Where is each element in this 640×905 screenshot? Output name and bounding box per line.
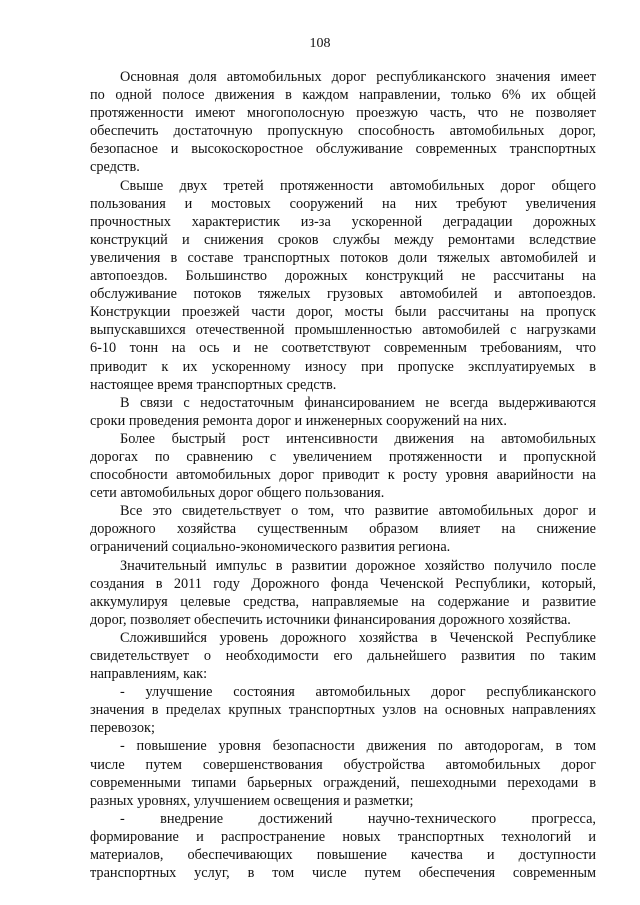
text-line: прочностных характеристик из-за ускоренной деградации дорожных <box>90 213 596 230</box>
text-line: дорог, позволяет обеспечить источники финансирования дорожного хозяйства. <box>90 611 571 628</box>
page-number: 108 <box>309 36 331 51</box>
text-line: обеспечить достаточную пропускную способность автомобильных дорог, <box>90 123 596 140</box>
text-line: сети автомобильных дорог общего пользования. <box>90 485 385 502</box>
text-line: Все это свидетельствует о том, что развитие автомобильных дорог и <box>120 503 596 520</box>
text-line: дорожного хозяйства существенным образом влияет на снижение <box>90 521 596 538</box>
text-line: выпускавшихся отечественной промышленностью автомобилей с нагрузками <box>90 322 596 339</box>
text-line: протяженности имеют многополосную проезжую часть, что не позволяет <box>90 105 596 122</box>
text-line: В связи с недостаточным финансированием не всегда выдерживаются <box>120 394 596 411</box>
text-line: автопоездов. Большинство дорожных конструкций не рассчитаны на <box>90 268 596 285</box>
text-line: создания в 2011 году Дорожного фонда Чеченской Республики, который, <box>90 575 596 592</box>
text-line: способности автомобильных дорог приводит к росту уровня аварийности на <box>90 467 596 484</box>
text-line: Значительный импульс в развитии дорожное хозяйство получило после <box>120 557 596 574</box>
text-line: материалов, обеспечивающих повышение качества и доступности <box>90 847 596 864</box>
text-line: Основная доля автомобильных дорог республиканского значения имеет <box>120 69 596 85</box>
text-line: 6-10 тонн на ось и не соответствуют современным требованиям, что <box>90 340 596 357</box>
text-line: Свыше двух третей протяженности автомобильных дорог общего <box>120 177 596 194</box>
text-line: сроки проведения ремонта дорог и инженерных сооружений на них. <box>90 412 507 429</box>
text-line: перевозок; <box>90 720 155 737</box>
body-text <box>90 68 596 882</box>
text-line: - улучшение состояния автомобильных дорог республиканского <box>120 684 596 701</box>
text-line: аккумулируя целевые средства, направляемые на содержание и развитие <box>90 593 596 610</box>
text-line: современными типами барьерных ограждений, пешеходными переходами в <box>90 774 596 791</box>
text-line: обслуживание потоков тяжелых грузовых автомобилей и автопоездов. <box>90 286 596 303</box>
text-line: разных уровнях, улучшением освещения и разметки; <box>90 792 414 809</box>
text-line: - повышение уровня безопасности движения по автодорогам, в том <box>120 738 596 755</box>
text-line: средств. <box>90 159 140 176</box>
text-line: пользования и мостовых сооружений на них требуют увеличения <box>90 195 596 212</box>
text-line: настоящее время транспортных средств. <box>90 376 337 393</box>
text-line: конструкций и снижения сроков службы между ремонтами вследствие <box>90 231 596 248</box>
text-line: числе путем совершенствования обустройства автомобильных дорог <box>90 756 596 773</box>
text-line: Более быстрый рост интенсивности движения на автомобильных <box>120 430 596 447</box>
text-line: - внедрение достижений научно-технического прогресса, <box>120 810 596 827</box>
text-line: ограничений социально-экономического развития региона. <box>90 539 451 556</box>
text-line: Конструкции проезжей части дорог, мосты были рассчитаны на пропуск <box>90 304 596 321</box>
text-line: значения в пределах крупных транспортных узлов на основных направлениях <box>90 702 596 719</box>
text-line: свидетельствует о необходимости его дальнейшего развития по таким <box>90 648 596 664</box>
text-line: транспортных услуг, в том числе путем обеспечения современным <box>90 865 596 882</box>
text-line: направлениям, как: <box>90 666 208 683</box>
text-line: формирование и распространение новых транспортных технологий и <box>90 828 596 845</box>
text-line: по одной полосе движения в каждом направлении, только 6% их общей <box>90 87 596 104</box>
text-line: приводит к их ускоренному износу при пропуске эксплуатируемых в <box>90 358 596 375</box>
text-line: безопасное и высокоскоростное обслуживание современных транспортных <box>90 141 596 158</box>
text-line: дорогах по сравнению с увеличением протяженности и пропускной <box>90 448 596 465</box>
text-line: Сложившийся уровень дорожного хозяйства в Чеченской Республике <box>120 629 596 646</box>
text-line: увеличения в составе транспортных потоков доли тяжелых автомобилей и <box>90 249 596 266</box>
